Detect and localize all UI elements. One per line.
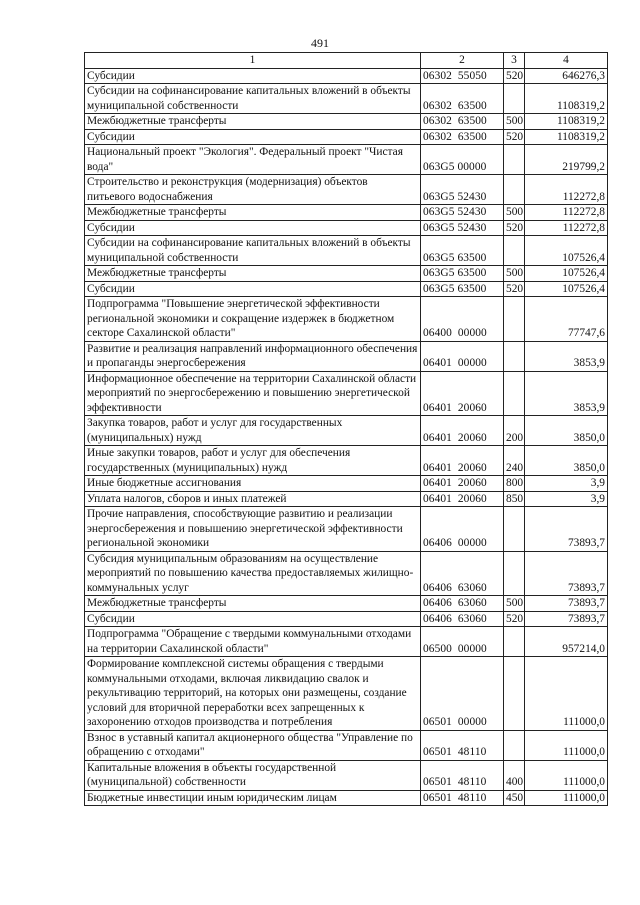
row-type: 520 <box>504 68 525 84</box>
table-row <box>85 371 608 416</box>
row-code: 06401 20060 <box>421 446 504 476</box>
row-name: Иные бюджетные ассигнования <box>85 476 421 492</box>
row-sum: 1108319,2 <box>525 129 608 145</box>
row-type <box>504 236 525 266</box>
row-code: 06302 63500 <box>421 129 504 145</box>
row-code: 06401 20060 <box>421 476 504 492</box>
row-sum: 107526,4 <box>525 281 608 297</box>
row-name: Прочие направления, способствующие развитию и реализации энергосбережения и повышению энергетической эффективности региональной экономики <box>85 507 421 552</box>
table-row <box>85 129 608 145</box>
row-sum: 3850,0 <box>525 416 608 446</box>
row-name: Иные закупки товаров, работ и услуг для обеспечения государственных (муниципальных) нужд <box>85 446 421 476</box>
row-name: Субсидии <box>85 220 421 236</box>
row-name: Субсидии <box>85 129 421 145</box>
table-row <box>85 114 608 130</box>
table-row <box>85 491 608 507</box>
table-row <box>85 175 608 205</box>
table-row <box>85 657 608 731</box>
row-name: Развитие и реализация направлений информационного обеспечения и пропаганды энергосбережения <box>85 341 421 371</box>
row-name: Субсидии на софинансирование капитальных вложений в объекты муниципальной собственности <box>85 236 421 266</box>
row-code: 06501 00000 <box>421 657 504 731</box>
row-name: Межбюджетные трансферты <box>85 205 421 221</box>
table-row <box>85 507 608 552</box>
row-code: 06406 00000 <box>421 507 504 552</box>
row-sum: 111000,0 <box>525 790 608 806</box>
row-sum: 3853,9 <box>525 371 608 416</box>
row-type <box>504 297 525 342</box>
row-code: 06406 63060 <box>421 551 504 596</box>
row-sum: 111000,0 <box>525 760 608 790</box>
row-code: 06406 63060 <box>421 596 504 612</box>
table-row <box>85 68 608 84</box>
row-type: 500 <box>504 114 525 130</box>
header-col-1: 1 <box>85 53 421 69</box>
row-sum: 73893,7 <box>525 551 608 596</box>
row-type <box>504 84 525 114</box>
table-row <box>85 341 608 371</box>
row-type: 450 <box>504 790 525 806</box>
row-sum: 77747,6 <box>525 297 608 342</box>
table-row <box>85 790 608 806</box>
row-type <box>504 730 525 760</box>
table-header-row <box>85 53 608 69</box>
row-sum: 111000,0 <box>525 657 608 731</box>
row-name: Субсидия муниципальным образованиям на осуществление мероприятий по повышению качества предоставляемых жилищно-коммунальных услуг <box>85 551 421 596</box>
row-sum: 1108319,2 <box>525 114 608 130</box>
row-sum: 1108319,2 <box>525 84 608 114</box>
row-name: Строительство и реконструкция (модернизация) объектов питьевого водоснабжения <box>85 175 421 205</box>
row-sum: 3850,0 <box>525 446 608 476</box>
row-code: 063G5 52430 <box>421 175 504 205</box>
row-sum: 219799,2 <box>525 145 608 175</box>
row-name: Субсидии на софинансирование капитальных вложений в объекты муниципальной собственности <box>85 84 421 114</box>
row-type: 200 <box>504 416 525 446</box>
row-type: 520 <box>504 611 525 627</box>
table-row <box>85 145 608 175</box>
row-type: 850 <box>504 491 525 507</box>
page-number: 491 <box>311 36 329 50</box>
row-code: 06302 55050 <box>421 68 504 84</box>
table-row <box>85 220 608 236</box>
row-code: 063G5 63500 <box>421 281 504 297</box>
table-row <box>85 730 608 760</box>
table-row <box>85 596 608 612</box>
table-row <box>85 446 608 476</box>
table-row <box>85 205 608 221</box>
row-type: 500 <box>504 596 525 612</box>
table-row <box>85 416 608 446</box>
table-row <box>85 84 608 114</box>
row-type <box>504 507 525 552</box>
row-code: 06400 00000 <box>421 297 504 342</box>
row-name: Межбюджетные трансферты <box>85 266 421 282</box>
table-row <box>85 281 608 297</box>
row-name: Бюджетные инвестиции иным юридическим лицам <box>85 790 421 806</box>
row-type <box>504 627 525 657</box>
row-sum: 112272,8 <box>525 220 608 236</box>
row-name: Капитальные вложения в объекты государственной (муниципальной) собственности <box>85 760 421 790</box>
table-row <box>85 266 608 282</box>
row-name: Формирование комплексной системы обращения с твердыми коммунальными отходами, включая ликвидацию свалок и рекультивацию территорий, на которых они размещены, создание условий для вторичной переработки всех запрещенных к захоронению отходов производства и потребления <box>85 657 421 731</box>
row-code: 06401 20060 <box>421 491 504 507</box>
row-name: Взнос в уставный капитал акционерного общества "Управление по обращению с отходами" <box>85 730 421 760</box>
row-code: 06501 48110 <box>421 790 504 806</box>
header-col-4: 4 <box>525 53 608 69</box>
row-sum: 957214,0 <box>525 627 608 657</box>
row-type: 500 <box>504 205 525 221</box>
header-col-2: 2 <box>421 53 504 69</box>
budget-table <box>84 52 608 806</box>
table-row <box>85 551 608 596</box>
row-code: 06401 20060 <box>421 371 504 416</box>
row-type <box>504 341 525 371</box>
row-type <box>504 371 525 416</box>
row-sum: 112272,8 <box>525 175 608 205</box>
table-row <box>85 236 608 266</box>
table-row <box>85 611 608 627</box>
row-type <box>504 145 525 175</box>
row-name: Межбюджетные трансферты <box>85 596 421 612</box>
row-type: 500 <box>504 266 525 282</box>
header-col-3: 3 <box>504 53 525 69</box>
row-sum: 3,9 <box>525 476 608 492</box>
row-name: Информационное обеспечение на территории Сахалинской области мероприятий по энергосбережению и повышению энергетической эффективности <box>85 371 421 416</box>
row-sum: 107526,4 <box>525 266 608 282</box>
row-code: 06406 63060 <box>421 611 504 627</box>
row-sum: 73893,7 <box>525 507 608 552</box>
row-name: Подпрограмма "Повышение энергетической эффективности региональной экономики и сокращение издержек в бюджетном секторе Сахалинской области" <box>85 297 421 342</box>
row-sum: 3853,9 <box>525 341 608 371</box>
row-sum: 107526,4 <box>525 236 608 266</box>
row-code: 06302 63500 <box>421 114 504 130</box>
row-type: 240 <box>504 446 525 476</box>
row-type: 400 <box>504 760 525 790</box>
row-code: 06302 63500 <box>421 84 504 114</box>
row-type: 520 <box>504 129 525 145</box>
row-code: 06501 48110 <box>421 730 504 760</box>
row-code: 06401 00000 <box>421 341 504 371</box>
row-sum: 111000,0 <box>525 730 608 760</box>
row-name: Субсидии <box>85 611 421 627</box>
row-code: 063G5 52430 <box>421 220 504 236</box>
row-code: 06501 48110 <box>421 760 504 790</box>
row-name: Межбюджетные трансферты <box>85 114 421 130</box>
row-code: 063G5 52430 <box>421 205 504 221</box>
table-row <box>85 627 608 657</box>
row-type: 800 <box>504 476 525 492</box>
row-sum: 646276,3 <box>525 68 608 84</box>
row-code: 063G5 00000 <box>421 145 504 175</box>
table-row <box>85 760 608 790</box>
row-name: Закупка товаров, работ и услуг для государственных (муниципальных) нужд <box>85 416 421 446</box>
row-sum: 73893,7 <box>525 611 608 627</box>
row-code: 063G5 63500 <box>421 236 504 266</box>
row-name: Подпрограмма "Обращение с твердыми коммунальными отходами на территории Сахалинской области" <box>85 627 421 657</box>
row-type: 520 <box>504 281 525 297</box>
table-row <box>85 297 608 342</box>
row-name: Уплата налогов, сборов и иных платежей <box>85 491 421 507</box>
row-type: 520 <box>504 220 525 236</box>
row-name: Субсидии <box>85 281 421 297</box>
row-type <box>504 175 525 205</box>
row-sum: 3,9 <box>525 491 608 507</box>
row-sum: 112272,8 <box>525 205 608 221</box>
row-code: 06401 20060 <box>421 416 504 446</box>
row-sum: 73893,7 <box>525 596 608 612</box>
table-row <box>85 476 608 492</box>
row-code: 06500 00000 <box>421 627 504 657</box>
row-type <box>504 551 525 596</box>
row-name: Субсидии <box>85 68 421 84</box>
row-code: 063G5 63500 <box>421 266 504 282</box>
row-type <box>504 657 525 731</box>
row-name: Национальный проект "Экология". Федеральный проект "Чистая вода" <box>85 145 421 175</box>
